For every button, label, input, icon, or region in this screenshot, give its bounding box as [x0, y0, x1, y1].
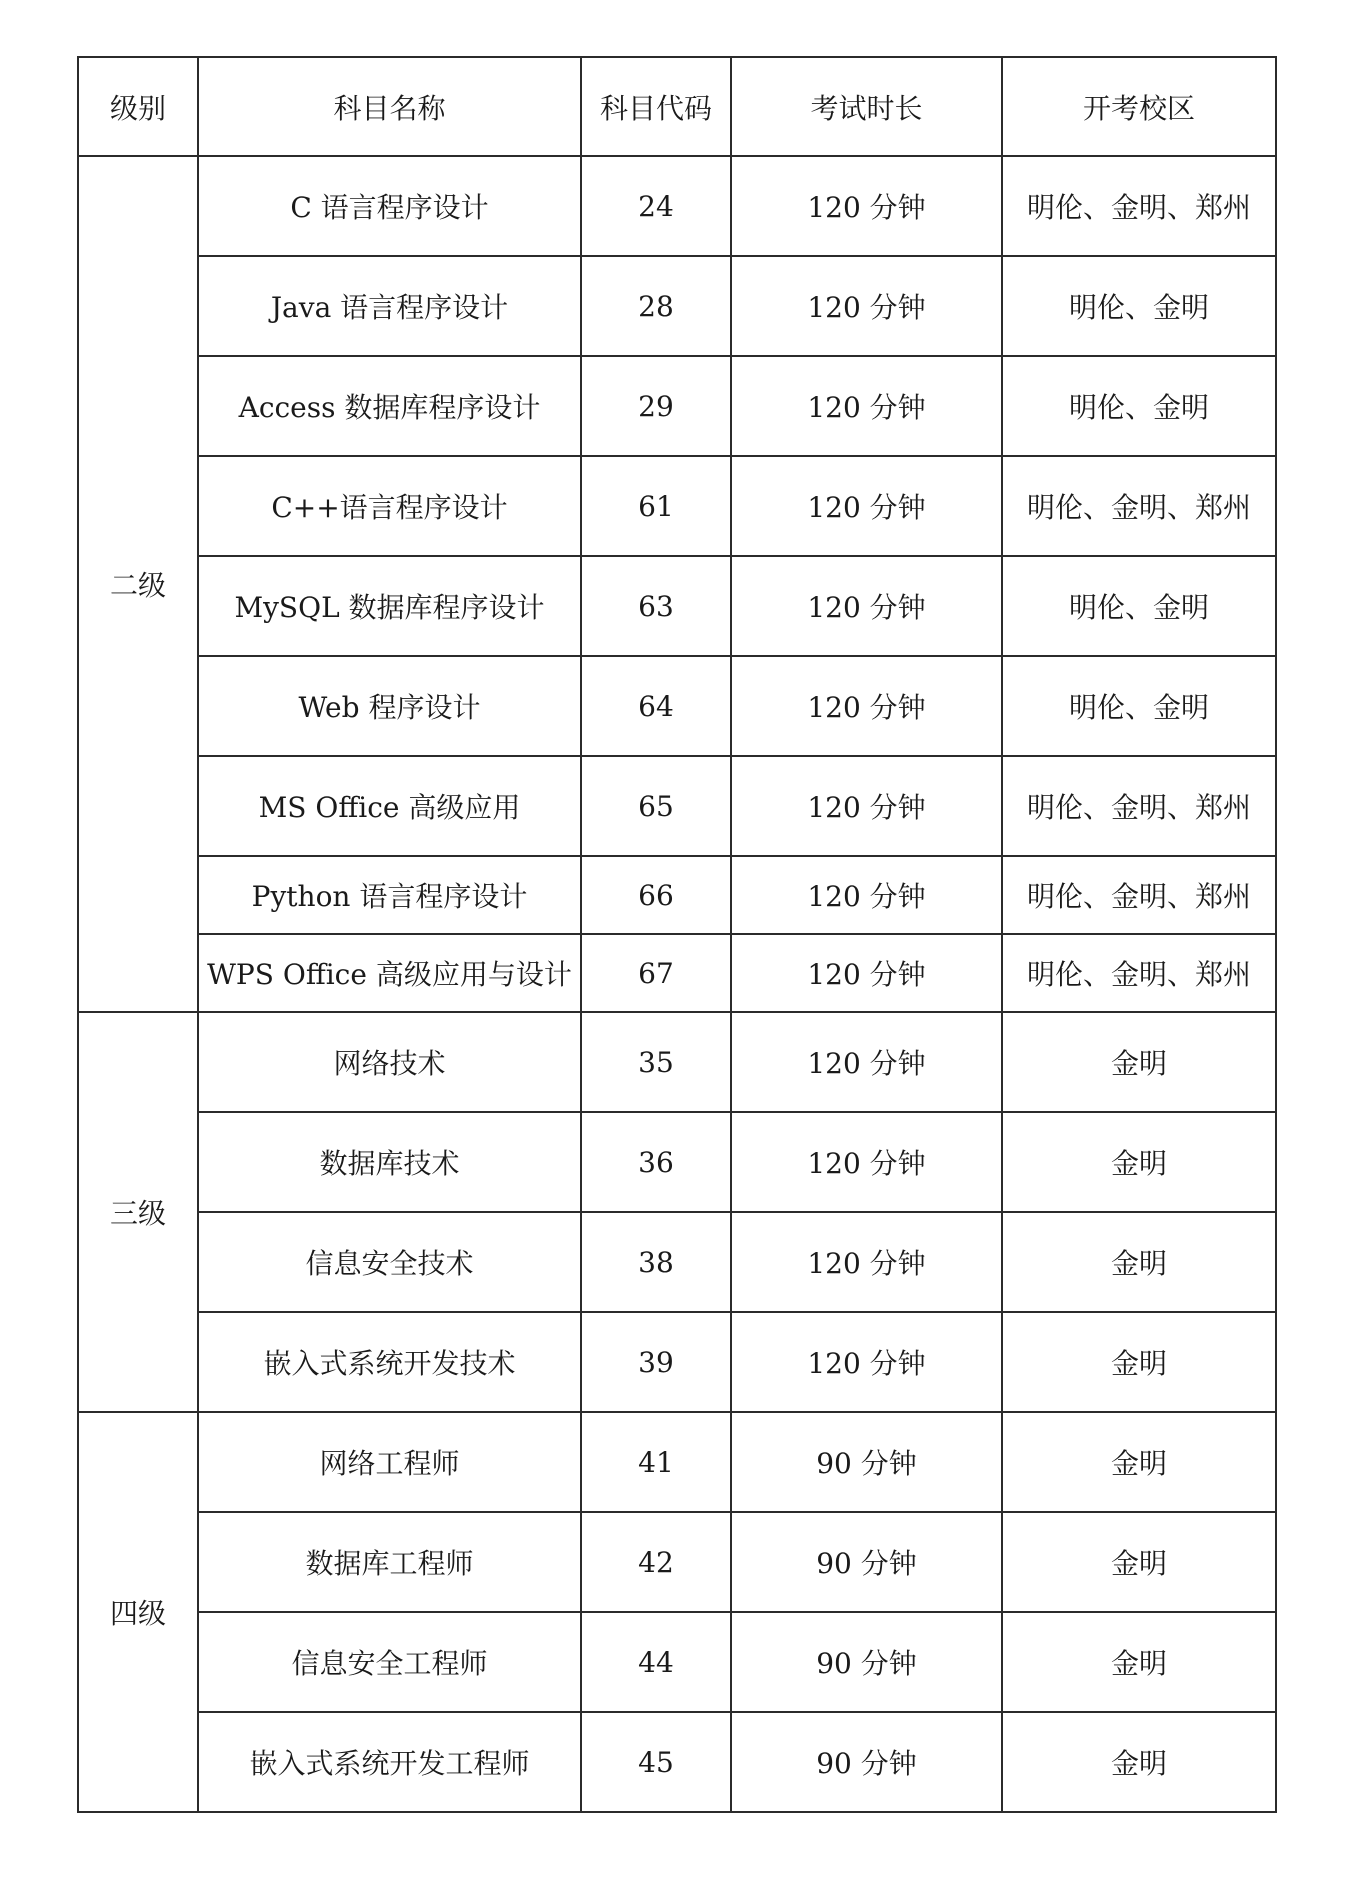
header-subject-code: 科目代码	[581, 57, 731, 156]
subject-code: 24	[581, 156, 731, 256]
header-level: 级别	[78, 57, 198, 156]
exam-campus: 明伦、金明、郑州	[1002, 934, 1276, 1012]
table-row	[78, 456, 1276, 556]
subject-code: 44	[581, 1612, 731, 1712]
exam-campus: 明伦、金明、郑州	[1002, 156, 1276, 256]
subject-name: C 语言程序设计	[198, 156, 581, 256]
subject-code: 66	[581, 856, 731, 934]
table-row	[78, 156, 1276, 256]
subject-name: 信息安全技术	[198, 1212, 581, 1312]
subject-name: 信息安全工程师	[198, 1612, 581, 1712]
subject-code: 42	[581, 1512, 731, 1612]
table-row	[78, 934, 1276, 1012]
exam-duration: 90 分钟	[731, 1512, 1002, 1612]
exam-campus: 明伦、金明	[1002, 656, 1276, 756]
exam-duration: 120 分钟	[731, 1312, 1002, 1412]
subject-name: 嵌入式系统开发技术	[198, 1312, 581, 1412]
exam-campus: 明伦、金明、郑州	[1002, 756, 1276, 856]
exam-campus: 金明	[1002, 1712, 1276, 1812]
exam-duration: 120 分钟	[731, 456, 1002, 556]
subject-code: 36	[581, 1112, 731, 1212]
exam-duration: 120 分钟	[731, 656, 1002, 756]
subject-code: 38	[581, 1212, 731, 1312]
subject-code: 28	[581, 256, 731, 356]
exam-subjects-table	[77, 56, 1277, 1813]
exam-campus: 明伦、金明、郑州	[1002, 456, 1276, 556]
exam-campus: 金明	[1002, 1312, 1276, 1412]
subject-code: 41	[581, 1412, 731, 1512]
exam-campus: 金明	[1002, 1112, 1276, 1212]
exam-duration: 120 分钟	[731, 1112, 1002, 1212]
exam-duration: 90 分钟	[731, 1412, 1002, 1512]
table-row	[78, 1212, 1276, 1312]
subject-code: 63	[581, 556, 731, 656]
subject-name: C++语言程序设计	[198, 456, 581, 556]
subject-code: 64	[581, 656, 731, 756]
level-cell-3: 三级	[78, 1012, 198, 1412]
exam-campus: 金明	[1002, 1012, 1276, 1112]
exam-duration: 90 分钟	[731, 1612, 1002, 1712]
exam-duration: 120 分钟	[731, 756, 1002, 856]
exam-duration: 120 分钟	[731, 256, 1002, 356]
level-cell-2: 二级	[78, 156, 198, 1012]
subject-name: MS Office 高级应用	[198, 756, 581, 856]
header-row	[78, 57, 1276, 156]
exam-duration: 120 分钟	[731, 556, 1002, 656]
table-row	[78, 856, 1276, 934]
subject-code: 65	[581, 756, 731, 856]
table-row	[78, 756, 1276, 856]
table-row	[78, 1512, 1276, 1612]
exam-duration: 120 分钟	[731, 1212, 1002, 1312]
table-row	[78, 556, 1276, 656]
header-subject-name: 科目名称	[198, 57, 581, 156]
table-row	[78, 656, 1276, 756]
table-row	[78, 1012, 1276, 1112]
subject-name: Java 语言程序设计	[198, 256, 581, 356]
exam-campus: 金明	[1002, 1612, 1276, 1712]
subject-name: Web 程序设计	[198, 656, 581, 756]
exam-campus: 金明	[1002, 1212, 1276, 1312]
subject-name: 网络工程师	[198, 1412, 581, 1512]
table-row	[78, 1612, 1276, 1712]
table-row	[78, 1412, 1276, 1512]
subject-code: 67	[581, 934, 731, 1012]
exam-campus: 金明	[1002, 1512, 1276, 1612]
subject-name: 网络技术	[198, 1012, 581, 1112]
subject-code: 35	[581, 1012, 731, 1112]
subject-name: MySQL 数据库程序设计	[198, 556, 581, 656]
table-row	[78, 356, 1276, 456]
exam-campus: 明伦、金明、郑州	[1002, 856, 1276, 934]
subject-name: 数据库工程师	[198, 1512, 581, 1612]
subject-name: Access 数据库程序设计	[198, 356, 581, 456]
table-row	[78, 1112, 1276, 1212]
subject-name: WPS Office 高级应用与设计	[198, 934, 581, 1012]
table-row	[78, 1312, 1276, 1412]
exam-duration: 90 分钟	[731, 1712, 1002, 1812]
subject-code: 29	[581, 356, 731, 456]
exam-duration: 120 分钟	[731, 156, 1002, 256]
exam-campus: 明伦、金明	[1002, 556, 1276, 656]
table-row	[78, 256, 1276, 356]
exam-duration: 120 分钟	[731, 356, 1002, 456]
exam-campus: 明伦、金明	[1002, 256, 1276, 356]
level-cell-4: 四级	[78, 1412, 198, 1812]
subject-code: 39	[581, 1312, 731, 1412]
exam-duration: 120 分钟	[731, 856, 1002, 934]
exam-campus: 金明	[1002, 1412, 1276, 1512]
subject-name: 嵌入式系统开发工程师	[198, 1712, 581, 1812]
exam-duration: 120 分钟	[731, 934, 1002, 1012]
header-exam-duration: 考试时长	[731, 57, 1002, 156]
header-exam-campus: 开考校区	[1002, 57, 1276, 156]
subject-name: Python 语言程序设计	[198, 856, 581, 934]
subject-code: 45	[581, 1712, 731, 1812]
subject-name: 数据库技术	[198, 1112, 581, 1212]
table-row	[78, 1712, 1276, 1812]
exam-duration: 120 分钟	[731, 1012, 1002, 1112]
exam-campus: 明伦、金明	[1002, 356, 1276, 456]
subject-code: 61	[581, 456, 731, 556]
